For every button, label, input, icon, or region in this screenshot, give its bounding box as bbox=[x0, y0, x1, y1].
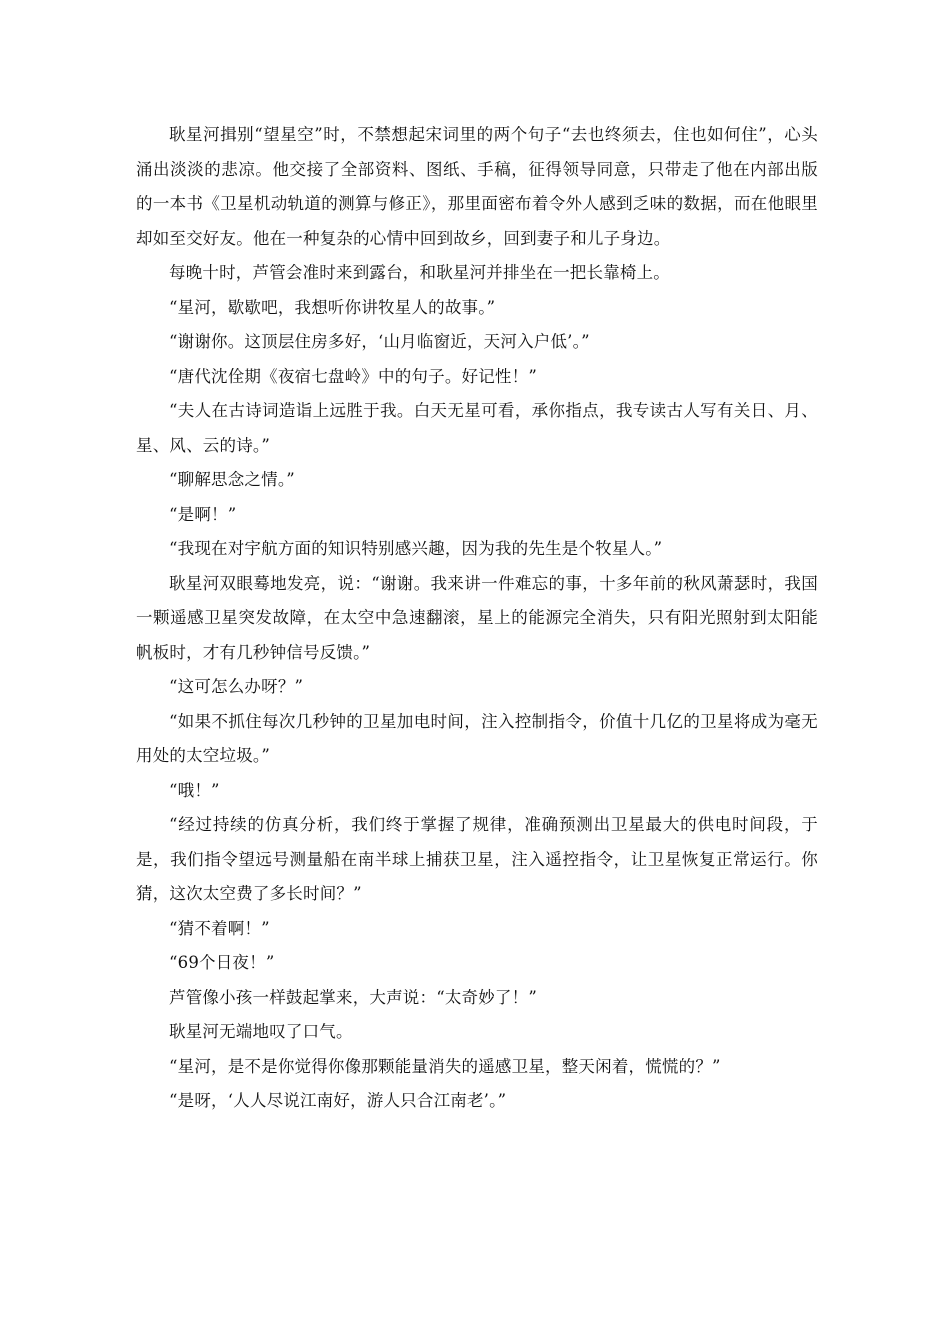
paragraph: “经过持续的仿真分析，我们终于掌握了规律，准确预测出卫星最大的供电时间段，于是，我们指令望远号测量船在南半球上捕获卫星，注入遥控指令，让卫星恢复正常运行。你猜，这次太空费了多长时间？” bbox=[136, 815, 818, 903]
paragraph: “是啊！” bbox=[169, 504, 237, 524]
paragraph: “如果不抓住每次几秒钟的卫星加电时间，注入控制指令，价值十几亿的卫星将成为毫无用处的太空垃圾。” bbox=[136, 711, 818, 765]
paragraph: “聊解思念之情。” bbox=[169, 470, 295, 489]
story-text bbox=[136, 118, 818, 1119]
paragraph: “谢谢你。这顶层住房多好，‘山月临窗近，天河入户低’。” bbox=[169, 332, 590, 351]
paragraph: “夫人在古诗词造诣上远胜于我。白天无星可看，承你指点，我专读古人写有关日、月、星、风、云的诗。” bbox=[136, 401, 818, 455]
paragraph: 每晚十时，芦管会准时来到露台，和耿星河并排坐在一把长靠椅上。 bbox=[169, 263, 670, 282]
paragraph: “星河，歇歇吧，我想听你讲牧星人的故事。” bbox=[169, 297, 496, 317]
paragraph: “69个日夜！” bbox=[169, 953, 275, 972]
paragraph: “星河，是不是你觉得你像那颗能量消失的遥感卫星，整天闲着，慌慌的？” bbox=[169, 1056, 721, 1076]
paragraph: “我现在对宇航方面的知识特别感兴趣，因为我的先生是个牧星人。” bbox=[169, 539, 663, 558]
paragraph: “唐代沈佺期《夜宿七盘岭》中的句子。好记性！” bbox=[169, 366, 537, 386]
paragraph: “这可怎么办呀？” bbox=[169, 677, 304, 696]
paragraph: 耿星河双眼蓦地发亮，说：“谢谢。我来讲一件难忘的事，十多年前的秋风萧瑟时，我国一颗遥感卫星突发故障，在太空中急速翻滚，星上的能源完全消失，只有阳光照射到太阳能帆板时，才有几秒钟信号反馈。” bbox=[136, 573, 818, 662]
paragraph: 耿星河揖别“望星空”时，不禁想起宋词里的两个句子“去也终须去，住也如何住”，心头涌出淡淡的悲凉。他交接了全部资料、图纸、手稿，征得领导同意，只带走了他在内部出版的一本书《卫星机动轨道的测算与修正》，那里面密布着令外人感到乏味的数据，而在他眼里却如至交好友。他在一种复杂的心情中回到故乡，回到妻子和儿子身边。 bbox=[136, 125, 818, 248]
paragraph: “哦！” bbox=[169, 780, 220, 800]
paragraph: “是呀，‘人人尽说江南好，游人只合江南老’。” bbox=[169, 1091, 507, 1110]
paragraph: 芦管像小孩一样鼓起掌来，大声说：“太奇妙了！” bbox=[169, 987, 537, 1007]
paragraph: “猜不着啊！” bbox=[169, 918, 270, 938]
paragraph: 耿星河无端地叹了口气。 bbox=[169, 1022, 353, 1041]
